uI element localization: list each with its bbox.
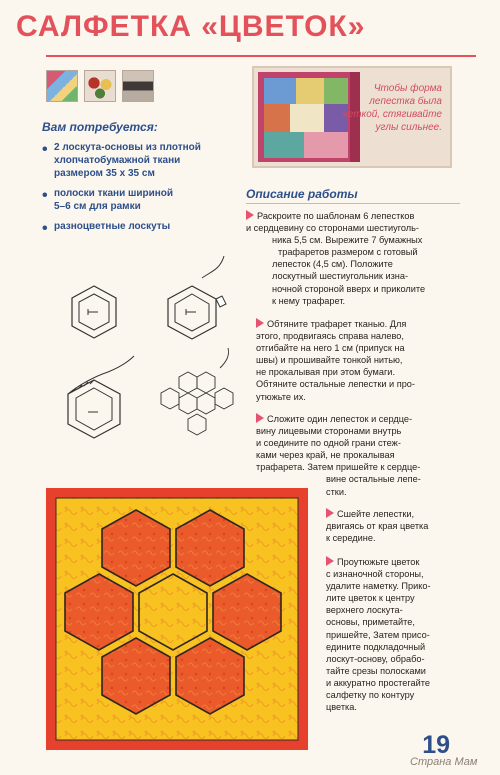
step-line: трафаретов размером с готовый [278,247,418,258]
step-line: к середине. [326,533,376,544]
step-3 [256,413,462,498]
work-heading-rule [246,203,460,204]
step-line: Обтяните остальные лепестки и про- [256,379,415,390]
sewing-machine-photo [122,70,154,102]
materials-item: • полоски ткани шириной 5–6 см для рамки [42,187,174,212]
step-marker-icon [326,508,334,518]
diagram-step-2 [168,256,226,339]
step-line: трафарета. Затем пришейте к сердце- [256,462,421,473]
step-5 [326,556,466,713]
materials-item: • разноцветные лоскуты [42,220,171,237]
watermark: Страна Мам [410,756,478,768]
step-line: швы) и прошивайте тонкой нитью, [256,355,403,366]
material-line: размером 35 х 35 см [54,168,155,179]
step-marker-icon [256,413,264,423]
step-line: не прокалывая при этом бумаги. [256,367,395,378]
step-line: Проутюжьте цветок [326,556,466,568]
step-line: лите цветок к центру [326,593,415,604]
step-line: Сшейте лепестки, [326,508,466,520]
materials-item: • 2 лоскута-основы из плотной хлопчатобумажной ткани размером 35 х 35 см [42,141,201,179]
step-line: к нему трафарет. [272,295,346,306]
fabric-scraps-photo [46,70,78,102]
step-line: отгибайте на него 1 см (припуск на [256,343,405,354]
step-line: пришейте, Затем присо- [326,629,430,640]
material-thumbnails [46,70,154,102]
step-line: ника 5,5 см. Вырежите 7 бумажных [272,235,423,246]
step-2 [256,318,456,403]
step-line: ками через край, не прокалывая [256,450,395,461]
photo-caption: Чтобы форма лепестка была четкой, стягивайте углы сильнее. [342,83,442,133]
finished-doily-photo [252,66,452,168]
step-line: и сердцевину со сторонами шестиуголь- [246,223,419,234]
step-marker-icon [246,210,254,220]
step-line: Обтяните трафарет тканью. Для [256,318,456,330]
diagram-step-1 [72,286,116,338]
step-1 [246,210,460,307]
step-line: вине остальные лепе- [326,474,421,485]
doily-pattern [46,488,308,750]
materials-heading: Вам потребуется: [42,120,158,134]
step-line: верхнего лоскута- [326,605,403,616]
step-line: и соедините по одной грани стеж- [256,438,401,449]
step-line: едините подкладочный [326,641,426,652]
material-line: 5–6 см для рамки [54,201,141,212]
step-line: вину лицевыми сторонами внутрь [256,426,402,437]
diagram-step-3 [68,356,134,438]
step-line: стки. [326,486,347,497]
step-line: Раскроите по шаблонам 6 лепестков [246,210,460,222]
step-line: ночной стороной вверх и приколите [272,283,426,294]
thread-spools-photo [84,70,116,102]
work-heading: Описание работы [246,187,358,201]
step-line: этого, продвигаясь справа налево, [256,331,404,342]
step-line: лоскут-основу, обрабо- [326,653,425,664]
materials-section [42,120,201,238]
diagram-step-4 [161,348,233,435]
step-line: салфетку по контуру [326,690,415,701]
material-line: хлопчатобумажной ткани [54,155,181,166]
step-line: с изнаночной стороны, [326,569,424,580]
step-line: удалите наметку. Прико- [326,581,431,592]
sewing-diagram [44,246,244,460]
step-marker-icon [256,318,264,328]
step-line: лоскутный шестиугольник изна- [272,271,409,282]
title-divider [46,55,476,57]
step-line: двигаясь от края цветка [326,521,429,532]
page-title: САЛФЕТКА «ЦВЕТОК» [16,10,366,43]
step-line: утюжьте их. [256,391,306,402]
step-4 [326,508,466,544]
step-line: основы, приметайте, [326,617,415,628]
material-line: 2 лоскута-основы из плотной [54,142,201,153]
page-number: 19 [422,731,450,759]
step-line: Сложите один лепесток и сердце- [256,413,462,425]
step-line: лепесток (4,5 см). Положите [272,259,393,270]
material-line: разноцветные лоскуты [54,221,171,232]
step-line: цветка. [326,702,357,713]
step-line: тайте срезы полосками [326,665,426,676]
step-line: и аккуратно простегайте [326,677,430,688]
material-line: полоски ткани шириной [54,188,174,199]
step-marker-icon [326,556,334,566]
